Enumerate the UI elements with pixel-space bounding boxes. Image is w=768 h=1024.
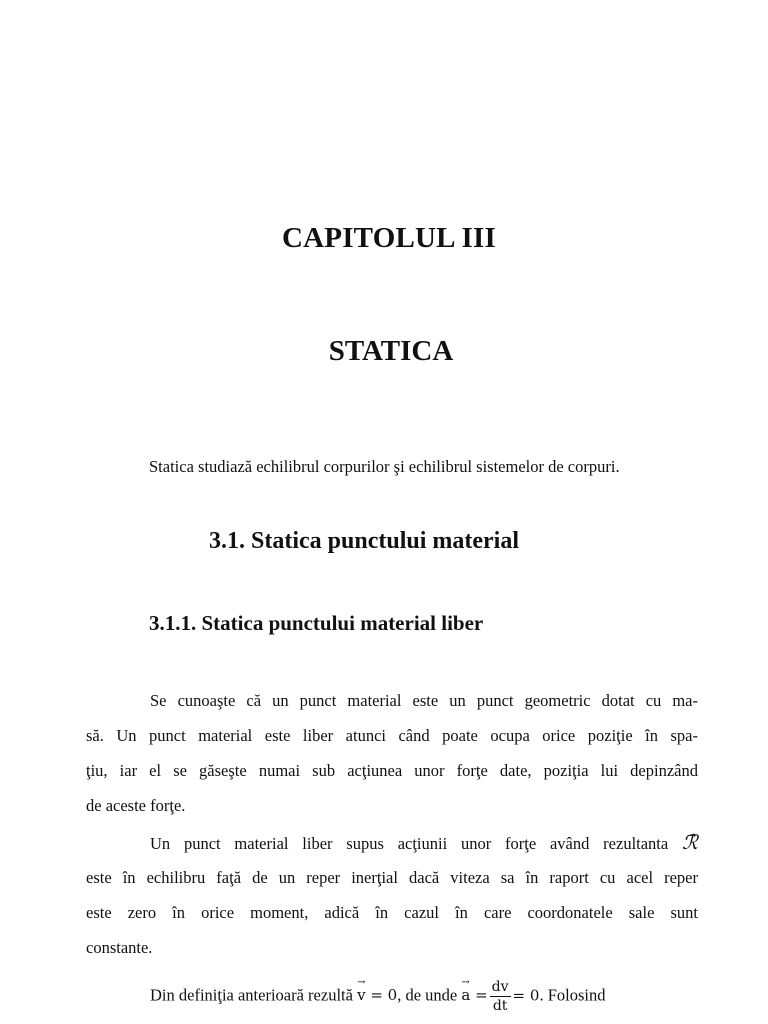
paragraph-line: de aceste forţe. [86, 796, 186, 815]
equation-rhs: = 0 [512, 986, 540, 1005]
paragraph-consequence [150, 978, 698, 1015]
velocity-equation [357, 986, 397, 1004]
fraction-numerator: dv [491, 979, 509, 995]
paragraph-text: . Folosind [539, 985, 606, 1005]
velocity-vector: → v [357, 986, 365, 1004]
acceleration-vector: → a [461, 986, 470, 1004]
paragraph-text: Din definiţia anterioară rezultă [150, 985, 353, 1005]
intro-paragraph: Statica studiază echilibrul corpurilor şi echilibrul sistemelor de corpuri. [149, 457, 620, 476]
paragraph-line: să. Un punct material este liber atunci când poate ocupa orice poziţie în spa- [86, 726, 698, 745]
paragraph-line: Se cunoaşte că un punct material este un punct geometric dotat cu ma- [150, 691, 698, 710]
fraction-denominator: dt [492, 998, 508, 1014]
equation-rhs: = 0 [365, 986, 398, 1005]
paragraph-line-text: Un punct material liber supus acţiunii unor forţe având rezultanta [150, 834, 669, 853]
equation-equals: = [470, 986, 488, 1005]
subject-title: STATICA [328, 335, 454, 367]
paragraph-line: ţiu, iar el se găseşte numai sub acţiunea unor forţe date, poziţia lui depinzând [86, 761, 698, 780]
paragraph-line: este în echilibru faţă de un reper inerţial dacă viteza sa în raport cu acel reper [86, 868, 698, 887]
paragraph-line: este zero în orice moment, adică în cazul în care coordonatele sale sunt [86, 903, 698, 922]
paragraph-text: , de unde [397, 985, 458, 1005]
paragraph-line [86, 825, 698, 860]
resultant-vector-symbol: → ℛ [682, 830, 698, 854]
derivative-fraction [490, 978, 511, 1015]
section-title: 3.1. Statica punctului material [209, 528, 519, 554]
paragraph-free-point-definition [86, 683, 698, 823]
subsection-title: 3.1.1. Statica punctului material liber [149, 611, 484, 635]
paragraph-equilibrium-condition [86, 825, 698, 965]
paragraph-line: constante. [86, 938, 153, 957]
acceleration-equation [461, 986, 487, 1004]
chapter-title: CAPITOLUL III [282, 222, 496, 254]
